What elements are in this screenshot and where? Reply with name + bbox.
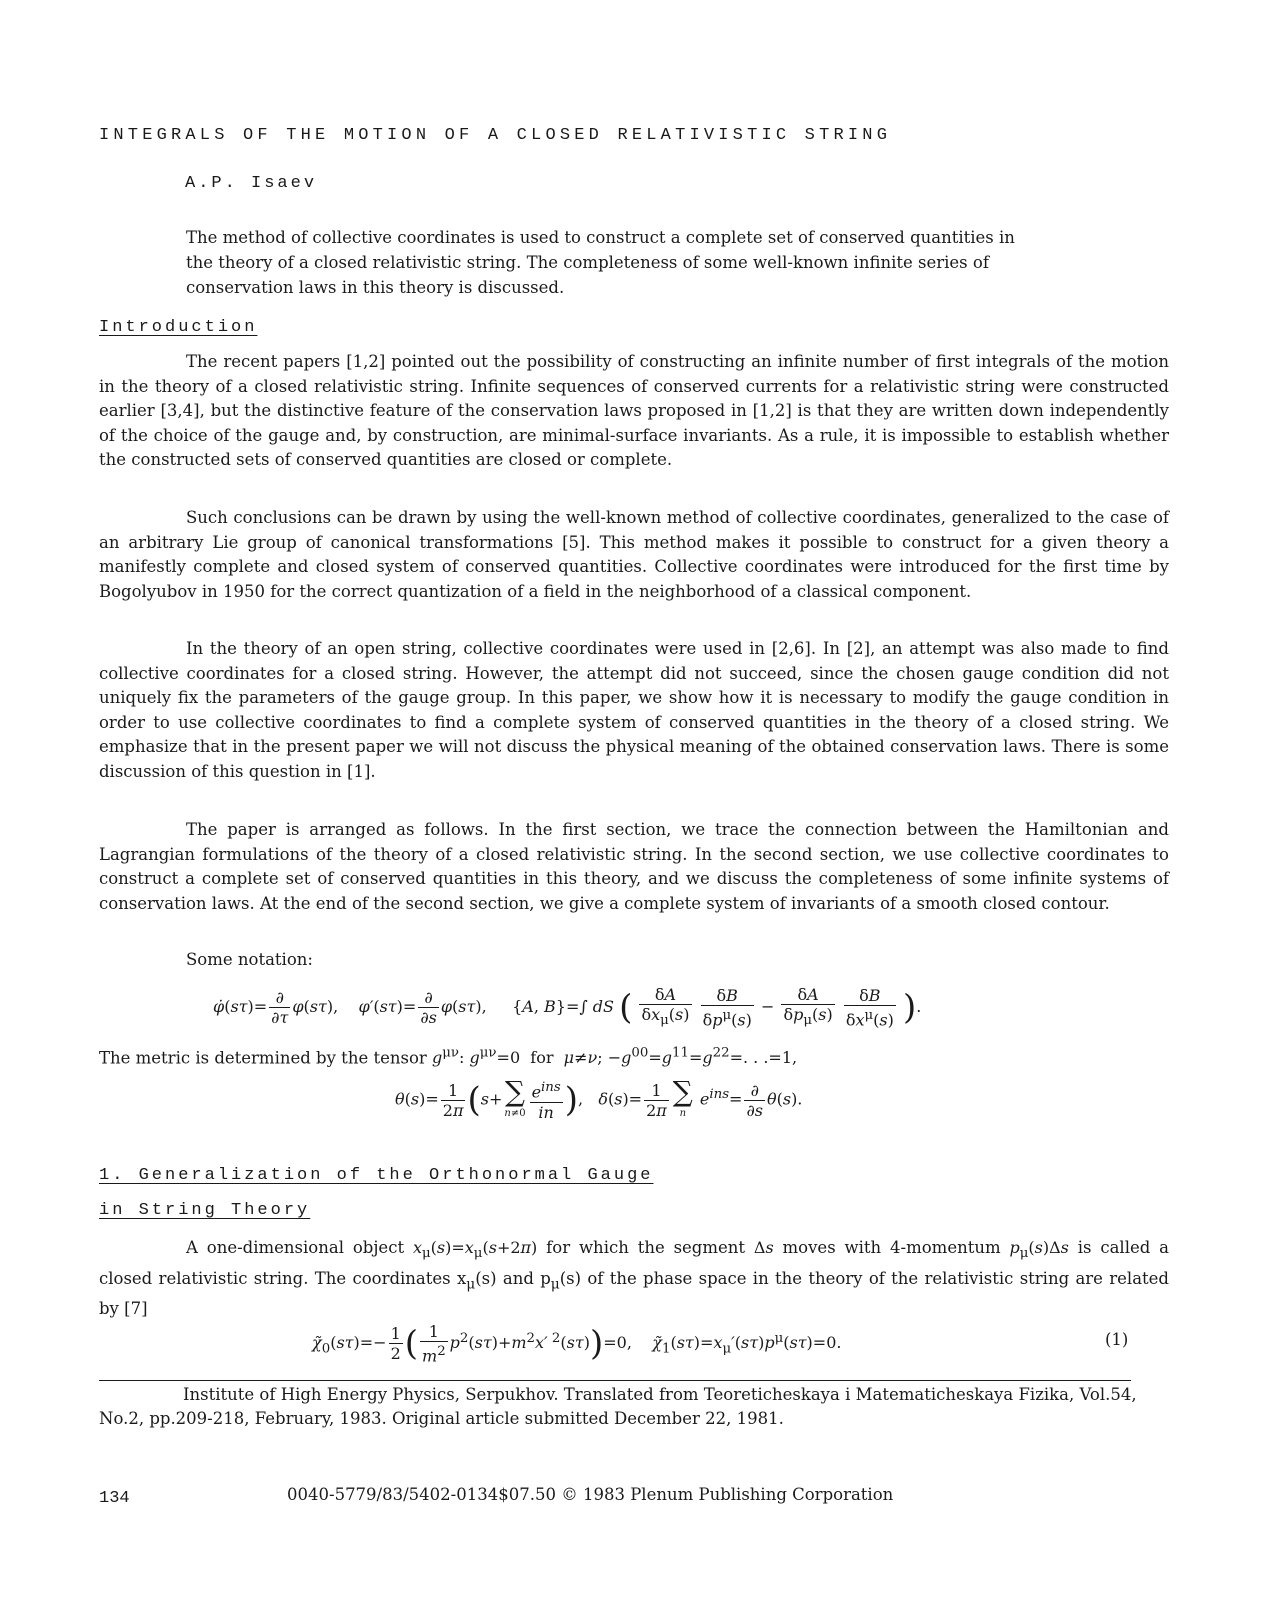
intro-paragraph-3: In the theory of an open string, collective coordinates were used in [2,6]. In [2], an attempt was also made to find collective coordinates for a closed string. However, the attempt did not succeed, since the chosen gauge condition did not uniquely fix the parameters of the gauge group. In this paper, we show how it is necessary to modify the gauge condition in order to use collective coordinates to find a complete system of conserved quantities in the theory of a closed string. We emphasize that in the present paper we will not discuss the physical meaning of the obtained conservation laws. There is some discussion of this question in [1]. xyxy=(99,639,1169,781)
footnote-rule xyxy=(99,1380,1131,1381)
paper-title: INTEGRALS OF THE MOTION OF A CLOSED RELATIVISTIC STRING xyxy=(99,126,892,145)
notation-equation: φ̇(sτ)= $\frac{\partial}{\partial\tau}$ φ(sτ), φ′(sτ)= $\frac{\partial}{\partial s}$ φ(sτ), {A, B}=∫ dS ( $\frac{\delta A}{\delta x_\mu(s)}$ $\frac{\delta B}{\delta p^\mu(s)}$ − $\frac{\delta A}{\delta p_\mu(s)}$ $\frac{\delta B}{\delta x^\mu(s)}$ ). xyxy=(213,985,922,1030)
section1-heading-line1: 1. Generalization of the Orthonormal Gauge xyxy=(99,1166,654,1185)
publication-identifier: 0040-5779/83/5402-0134$07.50 © 1983 Plenum Publishing Corporation xyxy=(287,1485,894,1504)
intro-paragraph-2: Such conclusions can be drawn by using the well-known method of collective coordinates, generalized to the case of an arbitrary Lie group of canonical transformations [5]. This method makes it possible to construct for a given theory a manifestly complete and closed system of conserved quantities. Collective coordinates were introduced for the first time by Bogolyubov in 1950 for the correct quantization of a field in the neighborhood of a classical component. xyxy=(99,508,1169,601)
theta-delta-equation: θ(s)= $\frac{1}{2\pi}$ (s+ ∑ n≠0 $\frac{e^{ins}}{in}$ ), δ(s)= $\frac{1}{2\pi}$ ∑ n $e^{ins}=$ $\frac{\partial}{\partial s}$ θ(s). xyxy=(395,1075,803,1122)
notation-label: Some notation: xyxy=(186,950,313,969)
abstract: The method of collective coordinates is used to construct a complete set of conserved quantities in the theory of a closed relativistic string. The completeness of some well-known infinite series of conservation laws in this theory is discussed. xyxy=(186,228,1015,297)
equation-1: $\chĩ_0(s\tau)=-$ $\frac{1}{2}$ ( $\frac{1}{m^2}$ $p^2(s\tau)+m^2x'$ $^2$(sτ))=0, $\chĩ_1(s\tau)=x_\mu'(s\tau)p^\mu(s\tau)=0$. xyxy=(312,1322,842,1366)
intro-paragraph-4: The paper is arranged as follows. In the first section, we trace the connection between the Hamiltonian and Lagrangian formulations of the theory of a closed relativistic string. In the second section, we use collective coordinates to construct a complete set of conserved quantities in this theory, and we discuss the completeness of some infinite systems of conservation laws. At the end of the second section, we give a complete system of invariants of a smooth closed contour. xyxy=(99,820,1169,913)
intro-paragraph-1: The recent papers [1,2] pointed out the possibility of constructing an infinite number of first integrals of the motion in the theory of a closed relativistic string. Infinite sequences of conserved currents for a relativistic string were constructed earlier [3,4], but the distinctive feature of the conservation laws proposed in [1,2] is that they are written down independently of the choice of the gauge and, by construction, are minimal-surface invariants. As a rule, it is impossible to establish whether the constructed sets of conserved quantities are closed or complete. xyxy=(99,352,1169,470)
section1-heading-line2: in String Theory xyxy=(99,1201,311,1220)
section1-paragraph: A one-dimensional object $x_\mu(s)=x_\mu(s+2\pi)$ for which the segment Δs moves with 4-momentum $p_\mu(s)\Delta s$ is called a closed relativistic string. The coordinates $x_\mu(s)$ and $p_\mu(s)$ of the phase space in the theory of the relativistic string are related by [7] xyxy=(99,1238,1169,1318)
introduction-heading: Introduction xyxy=(99,318,258,337)
author-name: A.P. Isaev xyxy=(185,174,318,193)
metric-line: The metric is determined by the tensor $g^{\mu\nu}$: $g^{\mu\nu}=0$ for μ≠ν; $-g^{00}=g^{11}=g^{22}=$. . .=1, xyxy=(99,1046,798,1068)
equation-number: (1) xyxy=(1105,1330,1129,1349)
footnote: Institute of High Energy Physics, Serpukhov. Translated from Teoreticheskaya i Matematicheskaya Fizika, Vol.54, No.2, pp.209-218, February, 1983. Original article submitted December 22, 1981. xyxy=(99,1385,1137,1428)
page-number: 134 xyxy=(99,1489,130,1508)
